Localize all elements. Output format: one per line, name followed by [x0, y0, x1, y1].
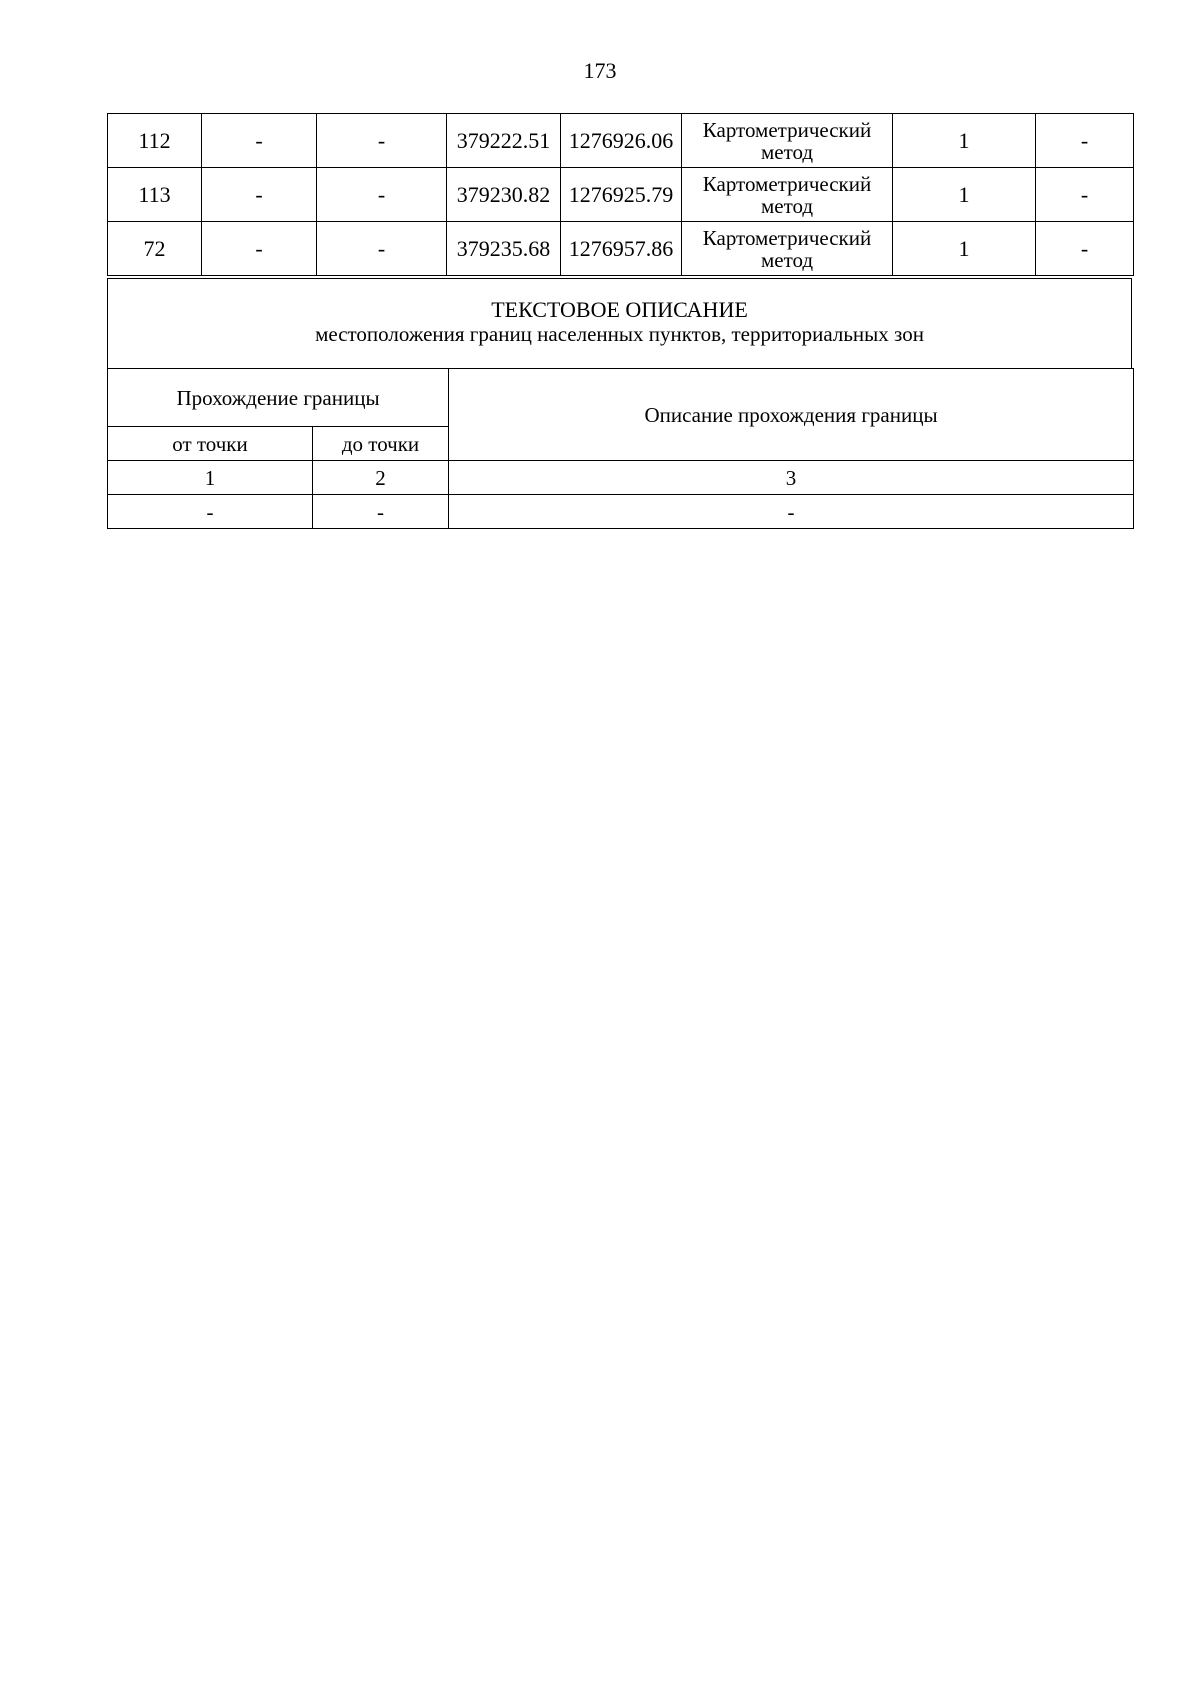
y-coordinate: 1276925.79 [561, 168, 682, 222]
accuracy-value: 1 [893, 168, 1036, 222]
cell-dash: - [1036, 222, 1134, 276]
header-border-passage: Прохождение границы [108, 369, 449, 427]
header-border-description: Описание прохождения границы [449, 369, 1134, 461]
method-line: метод [760, 247, 814, 272]
cell-dash: - [108, 495, 313, 529]
table-row [108, 495, 1134, 529]
method-line: Картометрический [702, 225, 872, 250]
border-description-table [107, 368, 1134, 529]
table-header-row [108, 369, 1134, 427]
text-description-title: ТЕКСТОВОЕ ОПИСАНИЕ [491, 297, 748, 322]
cell-dash: - [313, 495, 449, 529]
point-number: 112 [108, 114, 202, 168]
method-line: метод [760, 139, 814, 164]
method-line: Картометрический [702, 171, 872, 196]
x-coordinate: 379235.68 [447, 222, 561, 276]
cell-dash: - [1036, 114, 1134, 168]
text-description-block [107, 278, 1132, 369]
accuracy-value: 1 [893, 114, 1036, 168]
method-cell [682, 222, 893, 276]
column-number: 1 [108, 461, 313, 495]
method-line: метод [760, 193, 814, 218]
method-cell [682, 114, 893, 168]
point-number: 72 [108, 222, 202, 276]
table-row [108, 222, 1134, 276]
cell-dash: - [202, 114, 317, 168]
coordinates-table [107, 113, 1134, 276]
cell-dash: - [1036, 168, 1134, 222]
table-row [108, 114, 1134, 168]
page-number: 173 [583, 58, 617, 83]
table-row [108, 168, 1134, 222]
header-to-point: до точки [313, 427, 449, 461]
x-coordinate: 379222.51 [447, 114, 561, 168]
cell-dash: - [202, 222, 317, 276]
cell-dash: - [449, 495, 1134, 529]
y-coordinate: 1276926.06 [561, 114, 682, 168]
cell-dash: - [317, 114, 447, 168]
table-row [108, 461, 1134, 495]
accuracy-value: 1 [893, 222, 1036, 276]
method-cell [682, 168, 893, 222]
point-number: 113 [108, 168, 202, 222]
text-description-subtitle: местоположения границ населенных пунктов, территориальных зон [315, 322, 924, 346]
cell-dash: - [317, 222, 447, 276]
header-from-point: от точки [108, 427, 313, 461]
cell-dash: - [317, 168, 447, 222]
x-coordinate: 379230.82 [447, 168, 561, 222]
y-coordinate: 1276957.86 [561, 222, 682, 276]
column-number: 3 [449, 461, 1134, 495]
method-line: Картометрический [702, 117, 872, 142]
cell-dash: - [202, 168, 317, 222]
column-number: 2 [313, 461, 449, 495]
